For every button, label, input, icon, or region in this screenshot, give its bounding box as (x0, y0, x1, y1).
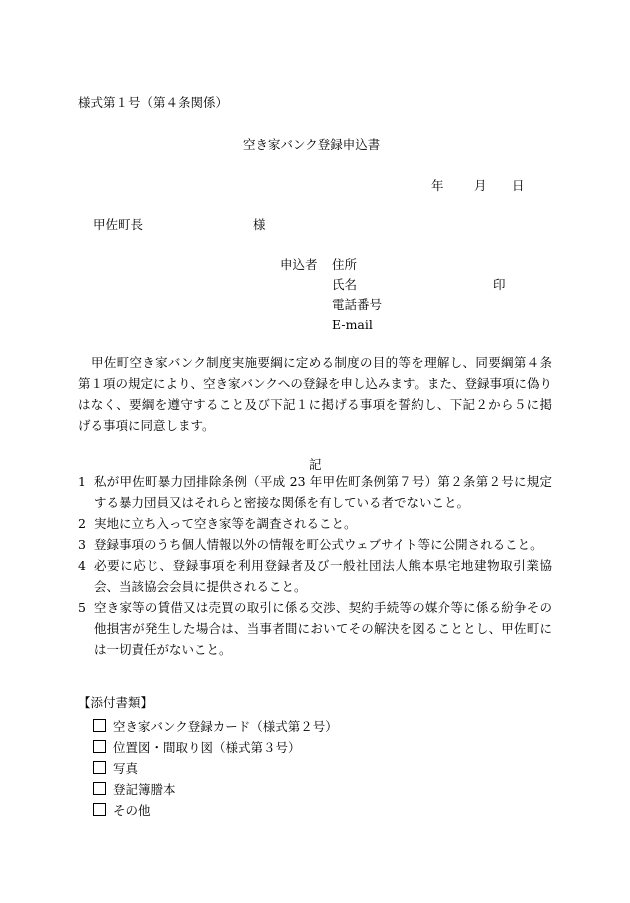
attachment-item (93, 800, 338, 821)
attachment-label: その他 (113, 803, 151, 818)
applicant-name-label: 氏名 (332, 277, 358, 292)
list-item (78, 555, 552, 597)
attachment-label: 空き家バンク登録カード（様式第２号） (113, 719, 338, 734)
attachment-label: 位置図・間取り図（様式第３号） (113, 740, 301, 755)
seal-mark: 印 (493, 277, 506, 292)
addressee-honorific: 様 (253, 217, 266, 232)
item-number: 3 (78, 537, 86, 552)
attachment-label: 登記簿謄本 (113, 782, 176, 797)
applicant-address-label: 住所 (332, 257, 358, 272)
attachments-list (93, 716, 338, 821)
item-text: 空き家等の賃借又は売買の取引に係る交渉、契約手続等の媒介等に係る紛争その他損害が発生した場合は、当事者間においてその解決を図ることとし、甲佐町には一切責任がないこと。 (94, 600, 552, 657)
attachment-item (93, 716, 338, 737)
list-item (78, 534, 552, 555)
item-number: 2 (78, 516, 86, 531)
attachment-item (93, 758, 338, 779)
item-text: 私が甲佐町暴力団排除条例（平成 23 年甲佐町条例第７号）第２条第２号に規定する暴力団員又はそれらと密接な関係を有している者でないこと。 (94, 474, 552, 510)
body-paragraph: 甲佐町空き家バンク制度実施要綱に定める制度の目的等を理解し、同要綱第４条第１項の規定により、空き家バンクへの登録を申し込みます。また、登録事項に偽りはなく、要綱を遵守すること及び下記１に掲げる事項を誓約し、下記２から５に掲げる事項に同意します。 (78, 355, 552, 433)
date-month-label: 月 (474, 178, 487, 193)
pledge-list (78, 471, 552, 660)
checkbox[interactable] (93, 761, 106, 774)
attachment-item (93, 779, 338, 800)
applicant-email-label: E-mail (332, 317, 373, 332)
item-number: 4 (78, 558, 86, 573)
item-text: 必要に応じ、登録事項を利用登録者及び一般社団法人熊本県宅地建物取引業協会、当該協会会員に提供されること。 (94, 558, 552, 594)
item-number: 1 (78, 474, 86, 489)
item-number: 5 (78, 600, 86, 615)
list-item (78, 513, 552, 534)
date-year-label: 年 (431, 178, 444, 193)
date-day-label: 日 (512, 178, 525, 193)
addressee-name: 甲佐町長 (93, 217, 144, 232)
applicant-phone-label: 電話番号 (332, 297, 383, 312)
checkbox[interactable] (93, 719, 106, 732)
attachment-label: 写真 (113, 761, 139, 776)
item-text: 登録事項のうち個人情報以外の情報を町公式ウェブサイト等に公開されること。 (94, 537, 543, 552)
attachment-item (93, 737, 338, 758)
attachments-heading: 【添付書類】 (78, 695, 154, 710)
checkbox[interactable] (93, 782, 106, 795)
document-title: 空き家バンク登録申込書 (243, 137, 381, 152)
applicant-label: 申込者 (280, 257, 318, 272)
checkbox[interactable] (93, 803, 106, 816)
form-number: 様式第１号（第４条関係） (78, 95, 229, 110)
item-text: 実地に立ち入って空き家等を調査されること。 (94, 516, 357, 531)
list-item (78, 597, 552, 660)
checkbox[interactable] (93, 740, 106, 753)
list-item (78, 471, 552, 513)
ki-heading: 記 (309, 457, 322, 472)
